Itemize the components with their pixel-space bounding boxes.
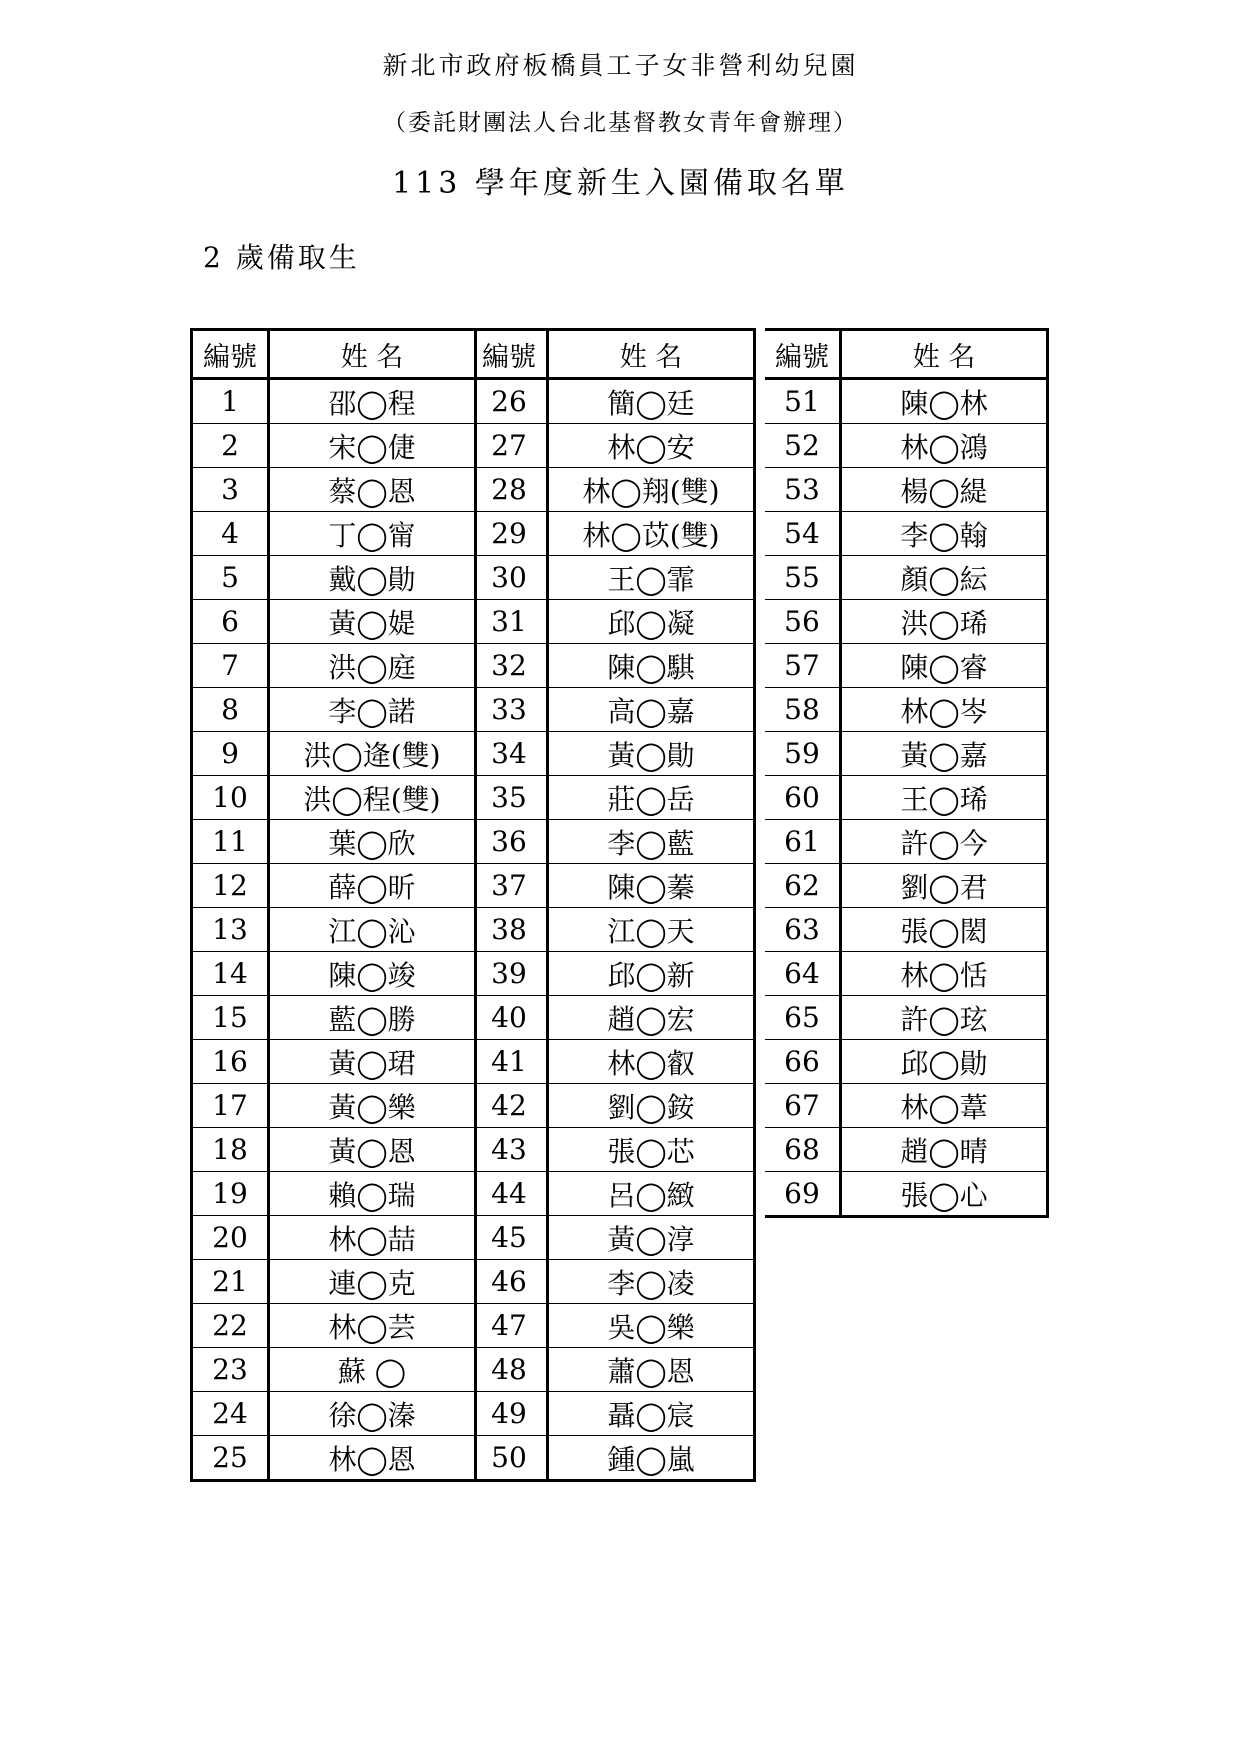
table-row — [192, 732, 476, 776]
row-number: 34 — [472, 732, 548, 776]
student-name: 王◯霏 — [548, 556, 755, 600]
table-row — [765, 1172, 1048, 1217]
table-row — [192, 908, 476, 952]
row-number: 56 — [765, 600, 841, 644]
table-row — [192, 1084, 476, 1128]
student-name: 劉◯銨 — [548, 1084, 755, 1128]
student-name: 呂◯緻 — [548, 1172, 755, 1216]
row-number: 9 — [192, 732, 269, 776]
operator-note: （委託財團法人台北基督教女青年會辦理） — [383, 110, 858, 136]
student-name: 連◯克 — [269, 1260, 476, 1304]
row-number: 43 — [472, 1128, 548, 1172]
row-number: 42 — [472, 1084, 548, 1128]
student-name: 藍◯勝 — [269, 996, 476, 1040]
row-number: 8 — [192, 688, 269, 732]
row-number: 60 — [765, 776, 841, 820]
student-name: 葉◯欣 — [269, 820, 476, 864]
row-number: 25 — [192, 1436, 269, 1481]
row-number: 11 — [192, 820, 269, 864]
number-header: 編號 — [192, 330, 269, 379]
row-number: 6 — [192, 600, 269, 644]
student-name: 林◯芸 — [269, 1304, 476, 1348]
table-row — [765, 1128, 1048, 1172]
student-name: 簡◯廷 — [548, 379, 755, 424]
row-number: 63 — [765, 908, 841, 952]
row-number: 44 — [472, 1172, 548, 1216]
table-row — [765, 1040, 1048, 1084]
table-row — [472, 1304, 755, 1348]
row-number: 30 — [472, 556, 548, 600]
table-row — [765, 732, 1048, 776]
row-number: 26 — [472, 379, 548, 424]
row-number: 45 — [472, 1216, 548, 1260]
student-name: 張◯心 — [841, 1172, 1048, 1217]
table-row — [472, 908, 755, 952]
student-name: 邵◯程 — [269, 379, 476, 424]
name-header: 姓 名 — [548, 330, 755, 379]
table-row — [765, 424, 1048, 468]
student-name: 林◯喆 — [269, 1216, 476, 1260]
name-header: 姓 名 — [841, 330, 1048, 379]
row-number: 12 — [192, 864, 269, 908]
student-name: 陳◯騏 — [548, 644, 755, 688]
row-number: 18 — [192, 1128, 269, 1172]
row-number: 17 — [192, 1084, 269, 1128]
table-row — [472, 1260, 755, 1304]
row-number: 47 — [472, 1304, 548, 1348]
row-number: 38 — [472, 908, 548, 952]
student-name: 宋◯倢 — [269, 424, 476, 468]
table-row — [472, 1436, 755, 1481]
row-number: 54 — [765, 512, 841, 556]
student-name: 許◯玹 — [841, 996, 1048, 1040]
student-name: 江◯沁 — [269, 908, 476, 952]
row-number: 46 — [472, 1260, 548, 1304]
table-row — [192, 820, 476, 864]
student-name: 陳◯蓁 — [548, 864, 755, 908]
table-row — [765, 644, 1048, 688]
table-row — [472, 1040, 755, 1084]
table-row — [472, 864, 755, 908]
table-row — [765, 864, 1048, 908]
row-number: 59 — [765, 732, 841, 776]
student-name: 林◯苡(雙) — [548, 512, 755, 556]
student-name: 陳◯竣 — [269, 952, 476, 996]
row-number: 68 — [765, 1128, 841, 1172]
row-number: 49 — [472, 1392, 548, 1436]
student-name: 黃◯勛 — [548, 732, 755, 776]
student-name: 黃◯嘉 — [841, 732, 1048, 776]
row-number: 24 — [192, 1392, 269, 1436]
table-header-row — [192, 330, 476, 379]
table-row — [192, 1260, 476, 1304]
student-name: 邱◯新 — [548, 952, 755, 996]
row-number: 21 — [192, 1260, 269, 1304]
student-name: 蘇 ◯ — [269, 1348, 476, 1392]
row-number: 3 — [192, 468, 269, 512]
table-row — [192, 996, 476, 1040]
number-header: 編號 — [472, 330, 548, 379]
student-name: 張◯芯 — [548, 1128, 755, 1172]
organization-name: 新北市政府板橋員工子女非營利幼兒園 — [382, 51, 859, 80]
student-name: 林◯恬 — [841, 952, 1048, 996]
page-title: 113 學年度新生入園備取名單 — [392, 166, 849, 201]
table-row — [472, 644, 755, 688]
table-row — [192, 1216, 476, 1260]
row-number: 14 — [192, 952, 269, 996]
row-number: 20 — [192, 1216, 269, 1260]
row-number: 62 — [765, 864, 841, 908]
student-name: 林◯恩 — [269, 1436, 476, 1481]
table-row — [192, 776, 476, 820]
row-number: 64 — [765, 952, 841, 996]
row-number: 28 — [472, 468, 548, 512]
student-name: 洪◯程(雙) — [269, 776, 476, 820]
student-name: 趙◯宏 — [548, 996, 755, 1040]
student-name: 林◯叡 — [548, 1040, 755, 1084]
waitlist-table-column-1 — [190, 328, 477, 1482]
waitlist-table-column-2 — [472, 328, 756, 1482]
row-number: 10 — [192, 776, 269, 820]
table-row — [472, 688, 755, 732]
table-row — [472, 1128, 755, 1172]
student-name: 洪◯庭 — [269, 644, 476, 688]
student-name: 陳◯睿 — [841, 644, 1048, 688]
student-name: 劉◯君 — [841, 864, 1048, 908]
table-row — [192, 1172, 476, 1216]
name-header: 姓 名 — [269, 330, 476, 379]
table-row — [765, 996, 1048, 1040]
student-name: 黃◯樂 — [269, 1084, 476, 1128]
row-number: 7 — [192, 644, 269, 688]
row-number: 66 — [765, 1040, 841, 1084]
table-row — [765, 908, 1048, 952]
table-row — [472, 600, 755, 644]
table-row — [472, 1348, 755, 1392]
table-row — [472, 1084, 755, 1128]
section-heading: 2 歲備取生 — [203, 241, 360, 274]
student-name: 許◯今 — [841, 820, 1048, 864]
table-row — [472, 776, 755, 820]
table-row — [472, 1216, 755, 1260]
student-name: 趙◯晴 — [841, 1128, 1048, 1172]
table-row — [765, 556, 1048, 600]
row-number: 32 — [472, 644, 548, 688]
table-row — [765, 600, 1048, 644]
table-row — [472, 468, 755, 512]
row-number: 19 — [192, 1172, 269, 1216]
row-number: 16 — [192, 1040, 269, 1084]
table-row — [192, 1128, 476, 1172]
student-name: 洪◯琋 — [841, 600, 1048, 644]
table-row — [192, 688, 476, 732]
row-number: 41 — [472, 1040, 548, 1084]
row-number: 37 — [472, 864, 548, 908]
student-name: 黃◯媞 — [269, 600, 476, 644]
row-number: 51 — [765, 379, 841, 424]
row-number: 23 — [192, 1348, 269, 1392]
student-name: 李◯凌 — [548, 1260, 755, 1304]
student-name: 蔡◯恩 — [269, 468, 476, 512]
table-row — [192, 600, 476, 644]
table-row — [472, 379, 755, 424]
row-number: 35 — [472, 776, 548, 820]
table-row — [765, 512, 1048, 556]
student-name: 李◯藍 — [548, 820, 755, 864]
student-name: 黃◯珺 — [269, 1040, 476, 1084]
row-number: 50 — [472, 1436, 548, 1481]
row-number: 33 — [472, 688, 548, 732]
student-name: 江◯天 — [548, 908, 755, 952]
table-row — [765, 379, 1048, 424]
student-name: 戴◯勛 — [269, 556, 476, 600]
row-number: 1 — [192, 379, 269, 424]
student-name: 李◯諾 — [269, 688, 476, 732]
table-row — [192, 424, 476, 468]
student-name: 林◯翔(雙) — [548, 468, 755, 512]
table-row — [192, 864, 476, 908]
student-name: 黃◯恩 — [269, 1128, 476, 1172]
table-row — [472, 424, 755, 468]
table-row — [472, 1392, 755, 1436]
row-number: 55 — [765, 556, 841, 600]
row-number: 36 — [472, 820, 548, 864]
row-number: 69 — [765, 1172, 841, 1217]
row-number: 29 — [472, 512, 548, 556]
table-row — [765, 952, 1048, 996]
table-row — [472, 732, 755, 776]
student-name: 吳◯樂 — [548, 1304, 755, 1348]
student-name: 林◯岑 — [841, 688, 1048, 732]
row-number: 65 — [765, 996, 841, 1040]
row-number: 27 — [472, 424, 548, 468]
row-number: 52 — [765, 424, 841, 468]
student-name: 張◯閎 — [841, 908, 1048, 952]
row-number: 58 — [765, 688, 841, 732]
row-number: 4 — [192, 512, 269, 556]
table-row — [192, 644, 476, 688]
table-row — [192, 1392, 476, 1436]
row-number: 61 — [765, 820, 841, 864]
row-number: 39 — [472, 952, 548, 996]
row-number: 40 — [472, 996, 548, 1040]
student-name: 林◯鴻 — [841, 424, 1048, 468]
table-row — [192, 556, 476, 600]
student-name: 邱◯勛 — [841, 1040, 1048, 1084]
student-name: 林◯安 — [548, 424, 755, 468]
number-header: 編號 — [765, 330, 841, 379]
table-header-row — [472, 330, 755, 379]
student-name: 陳◯林 — [841, 379, 1048, 424]
student-name: 薛◯昕 — [269, 864, 476, 908]
student-name: 顏◯紜 — [841, 556, 1048, 600]
student-name: 賴◯瑞 — [269, 1172, 476, 1216]
student-name: 聶◯宸 — [548, 1392, 755, 1436]
table-row — [472, 996, 755, 1040]
table-row — [765, 776, 1048, 820]
table-row — [192, 1040, 476, 1084]
table-header-row — [765, 330, 1048, 379]
row-number: 15 — [192, 996, 269, 1040]
table-row — [472, 512, 755, 556]
row-number: 2 — [192, 424, 269, 468]
student-name: 丁◯甯 — [269, 512, 476, 556]
table-row — [765, 468, 1048, 512]
student-name: 林◯葦 — [841, 1084, 1048, 1128]
row-number: 67 — [765, 1084, 841, 1128]
student-name: 王◯琋 — [841, 776, 1048, 820]
table-row — [192, 1348, 476, 1392]
student-name: 楊◯緹 — [841, 468, 1048, 512]
student-name: 徐◯溱 — [269, 1392, 476, 1436]
waitlist-table-column-3 — [765, 328, 1049, 1218]
row-number: 22 — [192, 1304, 269, 1348]
table-row — [192, 468, 476, 512]
table-row — [192, 1436, 476, 1481]
student-name: 黃◯淳 — [548, 1216, 755, 1260]
table-row — [192, 1304, 476, 1348]
row-number: 53 — [765, 468, 841, 512]
table-row — [472, 820, 755, 864]
table-row — [192, 952, 476, 996]
table-row — [765, 688, 1048, 732]
row-number: 48 — [472, 1348, 548, 1392]
table-row — [765, 1084, 1048, 1128]
row-number: 57 — [765, 644, 841, 688]
row-number: 31 — [472, 600, 548, 644]
student-name: 莊◯岳 — [548, 776, 755, 820]
student-name: 邱◯凝 — [548, 600, 755, 644]
table-row — [472, 952, 755, 996]
student-name: 蕭◯恩 — [548, 1348, 755, 1392]
student-name: 高◯嘉 — [548, 688, 755, 732]
student-name: 鍾◯嵐 — [548, 1436, 755, 1481]
row-number: 5 — [192, 556, 269, 600]
student-name: 李◯翰 — [841, 512, 1048, 556]
row-number: 13 — [192, 908, 269, 952]
table-row — [472, 556, 755, 600]
table-row — [192, 512, 476, 556]
student-name: 洪◯逄(雙) — [269, 732, 476, 776]
table-row — [765, 820, 1048, 864]
table-row — [192, 379, 476, 424]
table-row — [472, 1172, 755, 1216]
